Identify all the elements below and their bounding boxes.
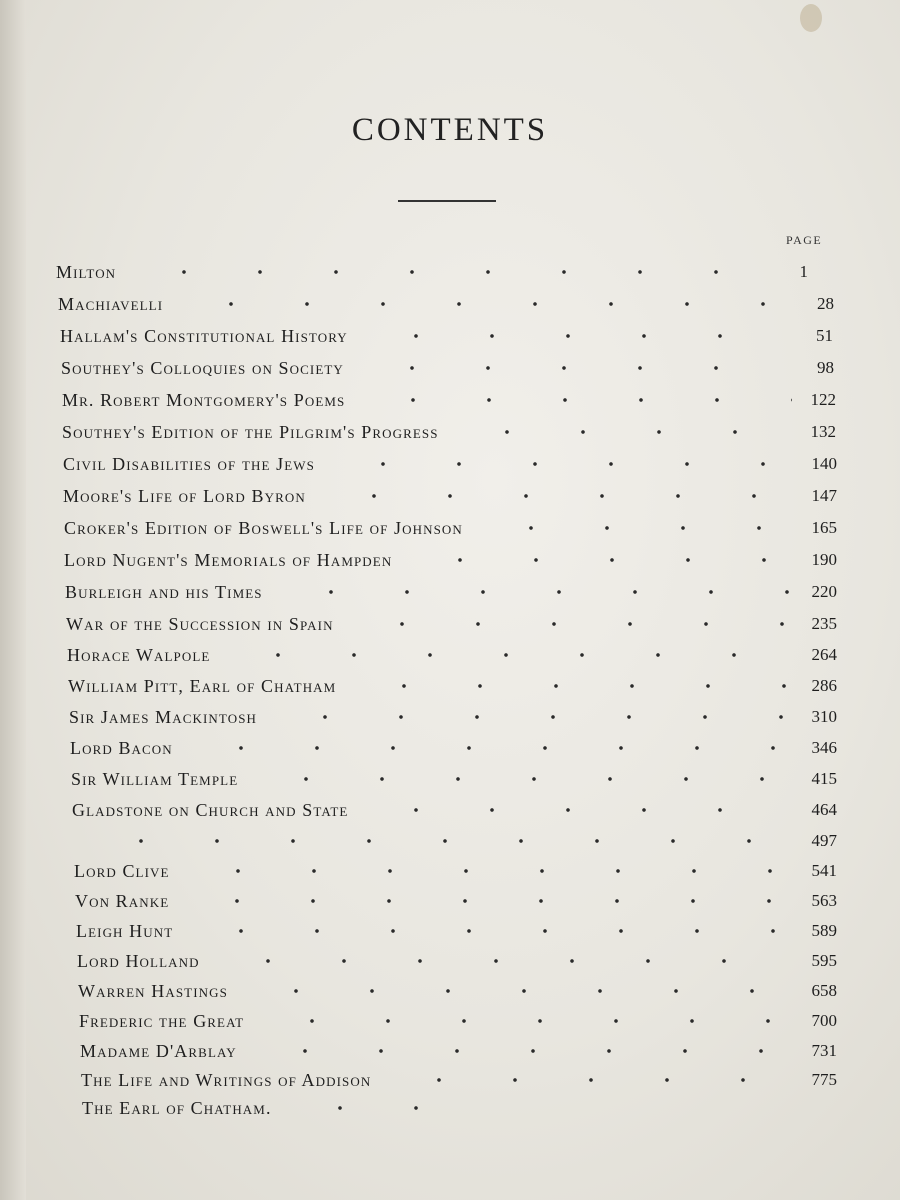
toc-entry xyxy=(66,610,837,638)
entry-title: The Earl of Chatham. xyxy=(82,1097,272,1118)
entry-page-number: 541 xyxy=(811,861,837,880)
dot-leader xyxy=(355,398,792,402)
entry-page-number: 700 xyxy=(811,1011,837,1030)
entry-page-number: 220 xyxy=(811,582,837,601)
entry-title: The Life and Writings of Addison xyxy=(81,1069,372,1090)
toc-entry xyxy=(71,765,837,793)
toc-entry xyxy=(64,546,837,574)
entry-title: Hallam's Constitutional History xyxy=(60,325,348,346)
toc-entry xyxy=(75,887,837,915)
toc-entry xyxy=(60,322,833,350)
toc-entry xyxy=(63,482,837,510)
toc-entry xyxy=(80,1037,837,1065)
dot-leader xyxy=(220,653,793,657)
entry-title: Lord Holland xyxy=(77,950,200,971)
entry-title: Sir James Mackintosh xyxy=(69,706,258,727)
dot-leader xyxy=(267,715,793,719)
dot-leader xyxy=(179,899,793,903)
dot-leader xyxy=(358,808,793,812)
entry-page-number: 731 xyxy=(811,1041,837,1060)
entry-page-number: 28 xyxy=(817,294,834,313)
toc-entry xyxy=(64,514,837,542)
toc-entry xyxy=(62,386,836,414)
toc-entry xyxy=(58,290,834,318)
toc-entry xyxy=(62,418,836,446)
dot-leader xyxy=(381,1078,793,1082)
entry-title: Frederic the Great xyxy=(79,1010,245,1031)
toc-entry xyxy=(73,827,837,855)
entry-title: Moore's Life of Lord Byron xyxy=(63,485,306,506)
entry-page-number: 595 xyxy=(811,951,837,970)
entry-title: Mr. Robert Montgomery's Poems xyxy=(62,389,346,410)
dot-leader xyxy=(282,1106,468,1110)
entry-title: Gladstone on Church and State xyxy=(72,799,349,820)
entry-page-number: 122 xyxy=(810,390,836,409)
entry-page-number: 346 xyxy=(811,738,837,757)
dot-leader xyxy=(247,1049,793,1053)
toc-entry xyxy=(56,258,808,286)
entry-title: Machiavelli xyxy=(58,293,164,314)
dot-leader xyxy=(183,929,793,933)
entry-page-number: 165 xyxy=(811,518,837,537)
entry-title: Warren Hastings xyxy=(78,980,228,1001)
dot-leader xyxy=(126,270,764,274)
entry-title: Sir William Temple xyxy=(71,768,239,789)
entry-page-number: 563 xyxy=(811,891,837,910)
dot-leader xyxy=(273,590,793,594)
entry-title: Lord Clive xyxy=(74,860,170,881)
entry-page-number: 235 xyxy=(811,614,837,633)
toc-entry xyxy=(79,1007,837,1035)
entry-title: Croker's Edition of Boswell's Life of Johnson xyxy=(64,517,463,538)
entry-page-number: 775 xyxy=(811,1070,837,1089)
dot-leader xyxy=(183,746,793,750)
entry-title: Southey's Edition of the Pilgrim's Progress xyxy=(62,421,439,442)
entry-title: Horace Walpole xyxy=(67,644,211,665)
entry-page-number: 51 xyxy=(816,326,833,345)
dot-leader xyxy=(83,839,793,843)
entry-title: Lord Nugent's Memorials of Hampden xyxy=(64,549,393,570)
toc-entry xyxy=(63,450,837,478)
page-title: CONTENTS xyxy=(351,112,549,148)
entry-title: Leigh Hunt xyxy=(76,920,174,941)
dot-leader xyxy=(346,684,793,688)
entry-title: Madame D'Arblay xyxy=(80,1040,237,1061)
toc-entry xyxy=(61,354,834,382)
entry-page-number: 415 xyxy=(811,769,837,788)
dot-leader xyxy=(238,989,793,993)
dot-leader xyxy=(402,558,793,562)
entry-page-number: 98 xyxy=(817,358,834,377)
entry-page-number: 1 xyxy=(799,262,808,281)
entry-title: Von Ranke xyxy=(75,890,170,911)
toc-entry xyxy=(65,578,837,606)
entry-page-number: 464 xyxy=(811,800,837,819)
toc-entry xyxy=(72,796,837,824)
entry-title: Lord Bacon xyxy=(70,737,173,758)
toc-entry xyxy=(70,734,837,762)
entry-page-number: 264 xyxy=(811,645,837,664)
entry-page-number: 140 xyxy=(811,454,837,473)
toc-entry xyxy=(77,947,837,975)
page-column-label: PAGE xyxy=(786,233,823,247)
dot-leader xyxy=(210,959,793,963)
entry-page-number: 497 xyxy=(811,831,837,850)
toc-entry xyxy=(78,977,837,1005)
toc-entry xyxy=(67,641,837,669)
dot-leader xyxy=(325,462,793,466)
entry-title: Milton xyxy=(56,261,117,282)
entry-page-number: 132 xyxy=(810,422,836,441)
entry-page-number: 286 xyxy=(811,676,837,695)
toc-entry xyxy=(82,1094,512,1122)
dot-leader xyxy=(354,366,790,370)
toc-entry xyxy=(68,672,837,700)
dot-leader xyxy=(344,622,793,626)
entry-page-number: 190 xyxy=(811,550,837,569)
dot-leader xyxy=(248,777,793,781)
entry-title: Civil Disabilities of the Jews xyxy=(63,453,315,474)
entry-page-number: 589 xyxy=(811,921,837,940)
entry-page-number: 147 xyxy=(811,486,837,505)
dot-leader xyxy=(316,494,793,498)
dot-leader xyxy=(473,526,793,530)
entry-page-number: 310 xyxy=(811,707,837,726)
dot-leader xyxy=(173,302,790,306)
entry-page-number: 658 xyxy=(811,981,837,1000)
dot-leader xyxy=(180,869,793,873)
entry-title: Burleigh and his Times xyxy=(65,581,263,602)
dot-leader xyxy=(358,334,789,338)
toc-entry xyxy=(74,857,837,885)
dot-leader xyxy=(254,1019,793,1023)
dot-leader xyxy=(449,430,792,434)
toc-entry xyxy=(76,917,837,945)
entry-title: Southey's Colloquies on Society xyxy=(61,357,344,378)
entry-title: William Pitt, Earl of Chatham xyxy=(68,675,337,696)
toc-entry xyxy=(69,703,837,731)
entry-title: War of the Succession in Spain xyxy=(66,613,334,634)
toc-entry xyxy=(81,1066,837,1094)
